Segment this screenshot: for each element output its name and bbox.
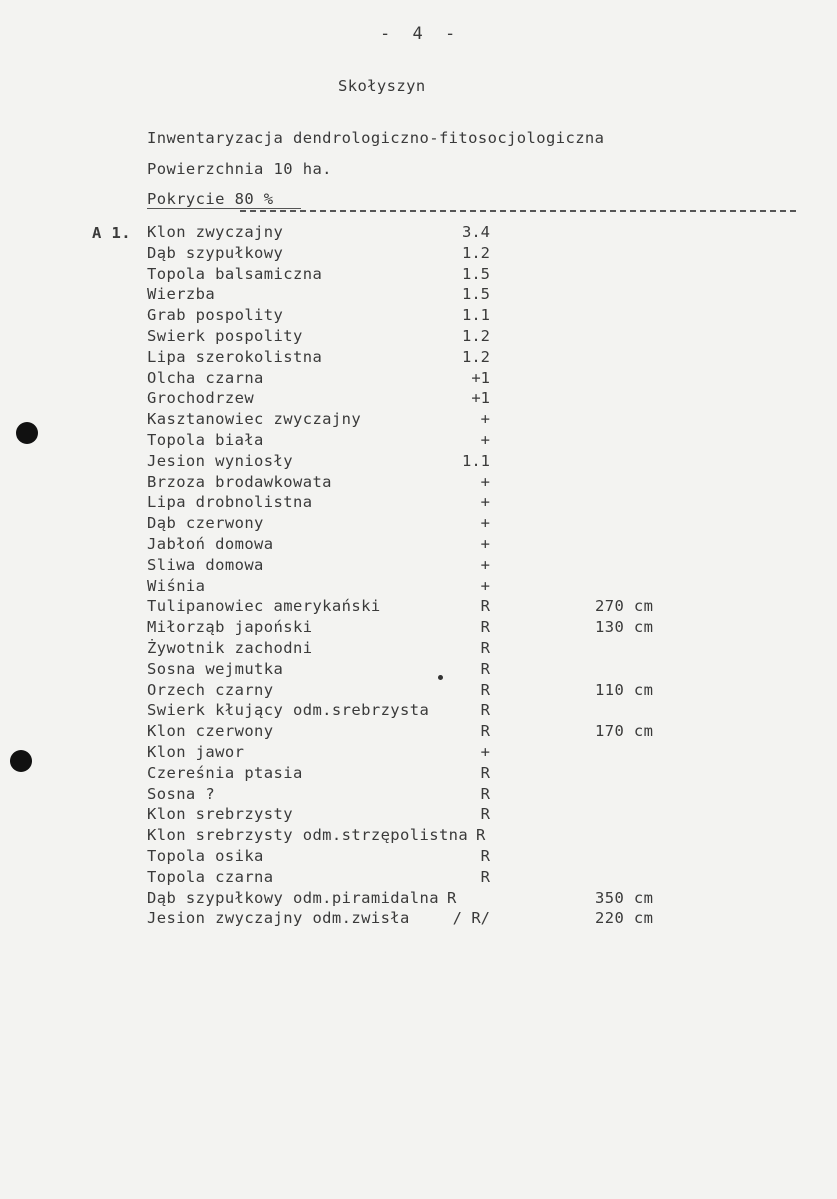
- abundance-value: R: [480, 618, 490, 637]
- abundance-value: +: [480, 514, 490, 533]
- list-item: [0, 597, 837, 618]
- species-name: Żywotnik zachodni: [147, 639, 313, 657]
- list-item: [0, 847, 837, 868]
- list-item: [0, 452, 837, 473]
- species-name: Grab pospolity: [147, 306, 284, 325]
- abundance-value: +: [480, 410, 490, 429]
- abundance-value: 3.4: [462, 223, 490, 241]
- list-item: [0, 306, 837, 327]
- abundance-value: R: [480, 701, 490, 720]
- species-name: Dąb szypułkowy: [147, 243, 284, 262]
- document-title: Inwentaryzacja dendrologiczno-fitosocjologiczna: [147, 129, 605, 147]
- species-name: Topola osika: [147, 847, 264, 865]
- species-name: Orzech czarny: [147, 680, 274, 699]
- list-item: [0, 285, 837, 306]
- species-name: Miłorząb japoński: [147, 618, 313, 637]
- abundance-value: 1.2: [462, 243, 490, 262]
- species-name: Jesion zwyczajny odm.zwisła: [147, 909, 410, 928]
- abundance-value: R: [480, 867, 490, 886]
- species-name: Sosna ?: [147, 784, 216, 803]
- abundance-value: R: [480, 722, 490, 741]
- list-item: [0, 348, 837, 369]
- species-name: Lipa szerokolistna: [147, 347, 323, 366]
- species-name: Sosna wejmutka: [147, 659, 284, 678]
- species-name: Klon srebrzysty: [147, 805, 293, 824]
- area-line: Powierzchnia 10 ha.: [147, 160, 332, 178]
- abundance-value: R: [480, 763, 490, 782]
- punch-hole-icon: [16, 422, 38, 444]
- species-name: Czereśnia ptasia: [147, 763, 303, 782]
- abundance-value: +: [480, 493, 490, 512]
- size-value: 170 cm: [595, 722, 654, 741]
- species-name: Brzoza brodawkowata: [147, 472, 332, 491]
- list-item: [0, 805, 837, 826]
- page-number: - 4 -: [380, 24, 462, 44]
- size-value: 270 cm: [595, 597, 654, 616]
- species-name: Sliwa domowa: [147, 555, 264, 574]
- species-name: Klon czerwony: [147, 722, 274, 741]
- punch-hole-icon: [10, 750, 32, 772]
- place-name: Skołyszyn: [338, 77, 426, 95]
- species-name: Klon jawor: [147, 743, 245, 761]
- abundance-value: R: [476, 826, 486, 845]
- size-value: 350 cm: [595, 888, 654, 907]
- species-name: Lipa drobnolistna: [147, 493, 313, 512]
- ink-dot-icon: [438, 675, 443, 680]
- coverage-line: Pokrycie 80 %: [147, 190, 274, 208]
- abundance-value: 1.2: [462, 347, 490, 366]
- abundance-value: 1.2: [462, 327, 490, 345]
- species-name: Grochodrzew: [147, 389, 255, 408]
- list-item: [0, 514, 837, 535]
- abundance-value: / R/: [452, 909, 490, 928]
- abundance-value: 1.5: [462, 264, 490, 283]
- abundance-value: 1.5: [462, 285, 490, 304]
- species-name: Kasztanowiec zwyczajny: [147, 410, 362, 429]
- list-item: [0, 473, 837, 494]
- list-item: [0, 244, 837, 265]
- abundance-value: +1: [471, 368, 490, 387]
- size-value: 220 cm: [595, 909, 654, 928]
- size-value: 110 cm: [595, 680, 654, 699]
- list-item: [0, 493, 837, 514]
- abundance-value: R: [447, 888, 457, 907]
- abundance-value: +: [480, 555, 490, 574]
- dashed-divider: [240, 210, 796, 212]
- species-name: Dąb szypułkowy odm.piramidalna: [147, 888, 439, 907]
- species-name: Dąb czerwony: [147, 514, 264, 533]
- abundance-value: +: [480, 431, 490, 449]
- list-item: [0, 743, 837, 764]
- coverage-underline: [147, 208, 301, 209]
- species-name: Wierzba: [147, 285, 216, 304]
- list-item: [0, 577, 837, 598]
- abundance-value: +: [480, 535, 490, 553]
- section-label: A 1.: [92, 224, 131, 242]
- abundance-value: +: [480, 472, 490, 491]
- species-name: Klon zwyczajny: [147, 223, 284, 241]
- list-item: [0, 639, 837, 660]
- abundance-value: R: [480, 659, 490, 678]
- species-name: Tulipanowiec amerykański: [147, 597, 381, 616]
- list-item: [0, 265, 837, 286]
- list-item: [0, 327, 837, 348]
- species-name: Topola czarna: [147, 867, 274, 886]
- abundance-value: R: [480, 805, 490, 824]
- abundance-value: R: [480, 847, 490, 865]
- list-item: [0, 826, 837, 847]
- species-name: Olcha czarna: [147, 368, 264, 387]
- abundance-value: +: [480, 576, 490, 595]
- list-item: [0, 618, 837, 639]
- abundance-value: R: [480, 597, 490, 616]
- abundance-value: R: [480, 639, 490, 657]
- list-item: [0, 410, 837, 431]
- list-item: [0, 431, 837, 452]
- abundance-value: +1: [471, 389, 490, 408]
- list-item: [0, 681, 837, 702]
- abundance-value: 1.1: [462, 451, 490, 470]
- species-name: Klon srebrzysty odm.strzępolistna: [147, 826, 469, 845]
- list-item: [0, 389, 837, 410]
- list-item: [0, 868, 837, 889]
- species-name: Topola biała: [147, 431, 264, 449]
- abundance-value: +: [480, 743, 490, 761]
- species-name: Topola balsamiczna: [147, 264, 323, 283]
- size-value: 130 cm: [595, 618, 654, 637]
- abundance-value: R: [480, 784, 490, 803]
- list-item: [0, 223, 837, 244]
- abundance-value: 1.1: [462, 306, 490, 325]
- list-item: [0, 785, 837, 806]
- list-item: [0, 909, 837, 930]
- list-item: [0, 889, 837, 910]
- species-name: Swierk kłujący odm.srebrzysta: [147, 701, 430, 720]
- list-item: [0, 701, 837, 722]
- list-item: [0, 660, 837, 681]
- list-item: [0, 369, 837, 390]
- abundance-value: R: [480, 680, 490, 699]
- list-item: [0, 556, 837, 577]
- list-item: [0, 764, 837, 785]
- species-name: Wiśnia: [147, 576, 206, 595]
- list-item: [0, 535, 837, 556]
- species-name: Jesion wyniosły: [147, 451, 293, 470]
- species-name: Swierk pospolity: [147, 327, 303, 345]
- list-item: [0, 722, 837, 743]
- species-name: Jabłoń domowa: [147, 535, 274, 553]
